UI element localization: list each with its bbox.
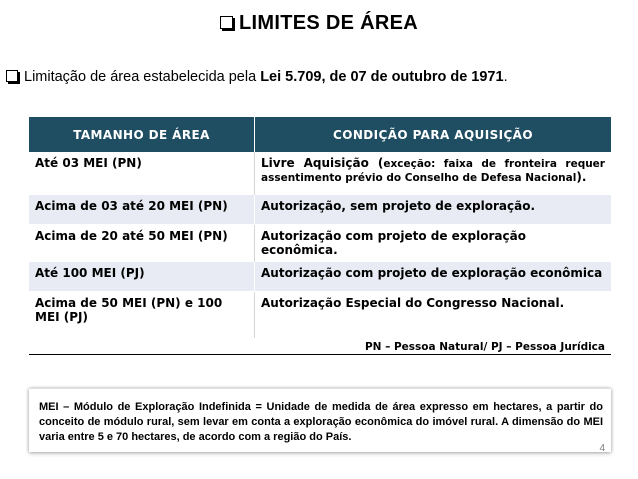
table-row xyxy=(29,262,611,292)
page-number: 4 xyxy=(599,443,605,454)
subtitle-prefix: Limitação de área estabelecida pela xyxy=(24,69,261,85)
subtitle-law: Lei 5.709, de 07 de outubro de 1971 xyxy=(260,69,504,85)
mei-definition-note: MEI – Módulo de Exploração Indefinida = Unidade de medida de área expresso em hectares, a partir do conceito de módulo rural, sem levar em conta a exploração econômica do imóvel rural. A dimensão do MEI varia entre 5 e 70 hectares, de acordo com a região do País. xyxy=(29,388,611,452)
table-row xyxy=(29,225,611,262)
cell-condition xyxy=(255,152,612,195)
cell-area-size: Acima de 20 até 50 MEI (PN) xyxy=(29,225,255,262)
condition-detail-1: exceção: faixa de fronteira requer xyxy=(383,158,605,170)
condition-line-1 xyxy=(261,156,605,170)
cell-area-size: Até 100 MEI (PJ) xyxy=(29,262,255,292)
condition-end: ). xyxy=(576,170,587,184)
subtitle-suffix: . xyxy=(503,69,508,85)
table-row xyxy=(29,195,611,225)
cell-area-size: Até 03 MEI (PN) xyxy=(29,152,255,195)
legend-text: PN – Pessoa Natural/ PJ – Pessoa Jurídica xyxy=(364,341,605,353)
table-row xyxy=(29,152,611,195)
cell-area-size: Acima de 03 até 20 MEI (PN) xyxy=(29,195,255,225)
condition-detail-2: assentimento prévio do Conselho de Defesa Nacional xyxy=(261,172,577,184)
cell-condition: Autorização com projeto de exploração econômica. xyxy=(255,225,612,262)
table-legend xyxy=(29,341,611,355)
condition-line-2 xyxy=(261,170,605,184)
slide-title xyxy=(0,12,638,35)
header-area-size: TAMANHO DE ÁREA xyxy=(29,117,255,152)
header-acquisition-condition: CONDIÇÃO PARA AQUISIÇÃO xyxy=(255,117,612,152)
cell-area-size: Acima de 50 MEI (PN) e 100 MEI (PJ) xyxy=(29,292,255,339)
table-header-row xyxy=(29,117,611,152)
subtitle-line xyxy=(6,69,634,85)
table-row xyxy=(29,292,611,339)
condition-main: Livre Aquisição ( xyxy=(261,156,384,170)
slide-title-text: LIMITES DE ÁREA xyxy=(239,12,418,34)
cell-condition: Autorização, sem projeto de exploração. xyxy=(255,195,612,225)
area-limits-table xyxy=(29,117,611,338)
cell-condition: Autorização com projeto de exploração econômica xyxy=(255,262,612,292)
cell-condition: Autorização Especial do Congresso Nacional. xyxy=(255,292,612,339)
checkbox-bullet-icon xyxy=(6,70,18,82)
checkbox-bullet-icon xyxy=(220,16,233,29)
